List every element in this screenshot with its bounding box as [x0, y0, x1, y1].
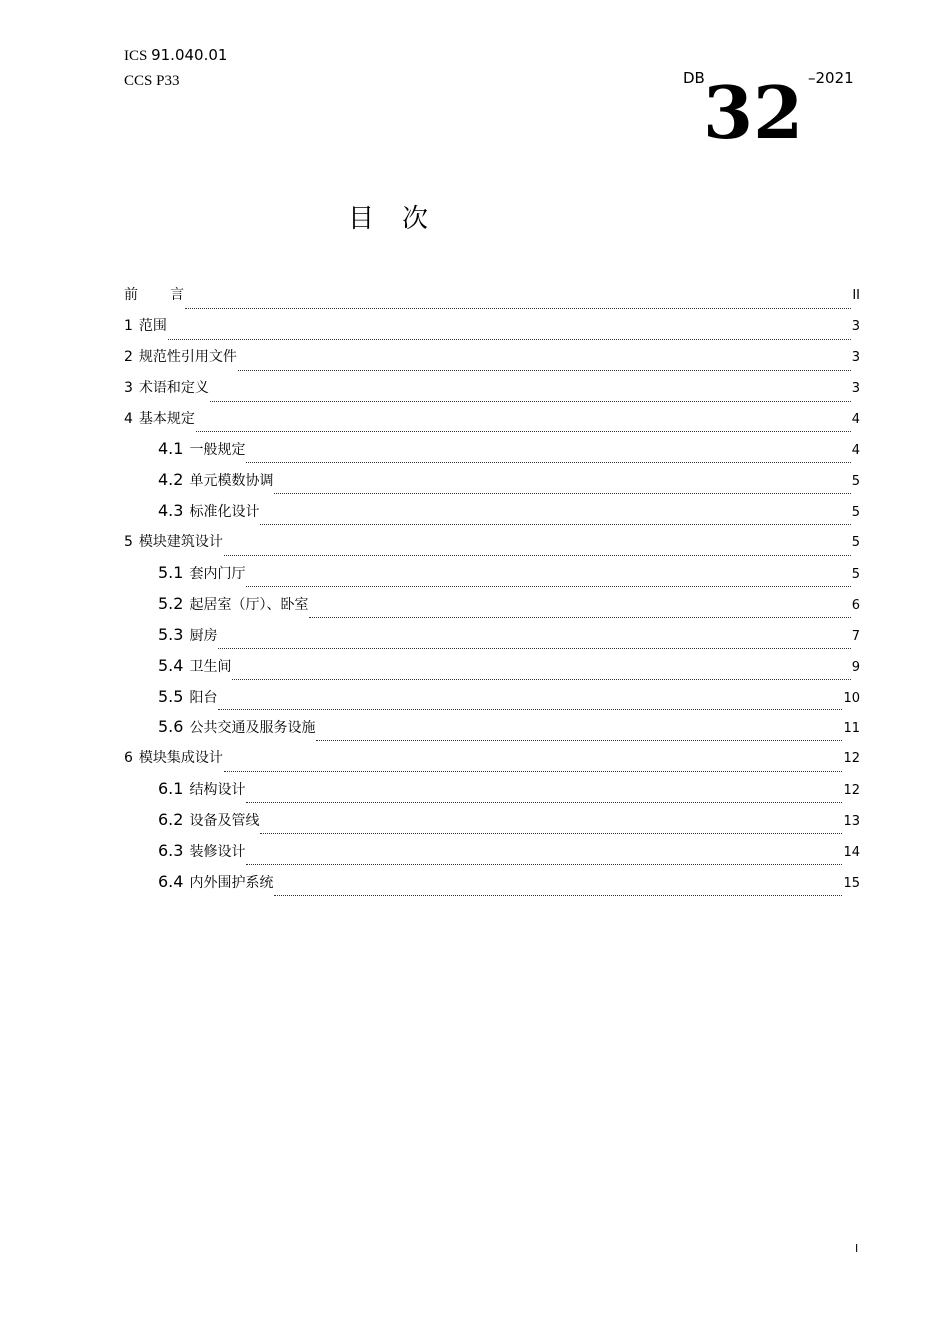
toc-leader-dots	[274, 481, 850, 494]
toc-leader-dots	[246, 450, 850, 463]
toc-page-number: 6	[851, 597, 860, 613]
toc-entry[interactable]	[124, 409, 860, 440]
toc-page-number: 5	[851, 505, 860, 521]
toc-entry[interactable]	[124, 779, 860, 810]
toc-section-title: 规范性引用文件	[138, 348, 237, 365]
toc-title-char-2: 次	[402, 204, 429, 234]
toc-page-number: 11	[843, 721, 860, 737]
toc-page-number: 3	[851, 318, 860, 334]
toc-section-title: 结构设计	[189, 782, 246, 799]
toc-section-number: 4.1	[158, 439, 184, 459]
ics-value: 91.040.01	[151, 46, 228, 64]
toc-section-title: 模块建筑设计	[138, 534, 223, 551]
toc-section-title: 模块集成设计	[138, 750, 223, 767]
toc-section-title: 标准化设计	[189, 504, 260, 521]
toc-leader-dots	[246, 852, 842, 865]
toc-section-title: 套内门厅	[189, 566, 246, 583]
toc-section-title: 基本规定	[138, 410, 195, 427]
toc-section-title: 卫生间	[189, 658, 232, 675]
toc-section-title: 单元模数协调	[189, 473, 274, 490]
toc-section-title: 设备及管线	[189, 813, 260, 830]
page-number: I	[855, 1242, 859, 1255]
toc-leader-dots	[218, 636, 850, 649]
table-of-contents	[124, 285, 860, 903]
toc-section-number: 4	[124, 410, 133, 427]
toc-section-number: 5.1	[158, 563, 184, 583]
toc-title	[348, 198, 428, 235]
toc-leader-dots	[168, 327, 851, 340]
toc-page-number: 12	[843, 751, 860, 767]
toc-leader-dots	[309, 605, 850, 618]
toc-leader-dots	[246, 790, 842, 803]
toc-section-number: 6	[124, 750, 133, 767]
toc-entry[interactable]	[124, 810, 860, 841]
toc-leader-dots	[185, 296, 851, 309]
toc-section-number: 5.6	[158, 717, 184, 737]
toc-entry[interactable]	[124, 656, 860, 687]
toc-section-title: 公共交通及服务设施	[189, 720, 316, 737]
toc-entry[interactable]	[124, 501, 860, 532]
toc-page-number: 4	[851, 443, 860, 459]
toc-section-number: 3	[124, 379, 133, 396]
toc-page-number: 3	[851, 349, 860, 365]
toc-section-number: 6.4	[158, 871, 184, 891]
toc-preface-label	[124, 285, 184, 305]
toc-section-number: 6.1	[158, 779, 184, 799]
toc-entry-preface[interactable]	[124, 285, 860, 316]
toc-leader-dots	[232, 667, 850, 680]
toc-entry[interactable]	[124, 378, 860, 409]
toc-page-number: II	[852, 288, 860, 303]
toc-page-number: 5	[851, 567, 860, 583]
toc-entry[interactable]	[124, 872, 860, 903]
toc-section-title: 起居室（厅）、卧室	[189, 596, 309, 613]
toc-section-number: 4.2	[158, 470, 184, 490]
ics-code	[124, 46, 227, 65]
toc-section-number: 5.2	[158, 593, 184, 613]
toc-leader-dots	[260, 821, 842, 834]
toc-entry[interactable]	[124, 717, 860, 748]
toc-entry[interactable]	[124, 594, 860, 625]
toc-page-number: 3	[851, 380, 860, 396]
toc-entry[interactable]	[124, 563, 860, 594]
toc-section-number: 5.3	[158, 624, 184, 644]
toc-entry[interactable]	[124, 687, 860, 718]
toc-section-title: 阳台	[189, 689, 218, 706]
db-code: 32	[703, 70, 804, 155]
toc-page-number: 14	[843, 845, 860, 861]
toc-section-number: 5	[124, 534, 133, 551]
toc-page-number: 9	[851, 659, 860, 675]
toc-entry[interactable]	[124, 316, 860, 347]
toc-page-number: 15	[843, 875, 860, 891]
toc-leader-dots	[316, 728, 842, 741]
toc-leader-dots	[246, 574, 850, 587]
toc-leader-dots	[196, 419, 851, 432]
toc-entry[interactable]	[124, 439, 860, 470]
toc-leader-dots	[210, 389, 851, 402]
ics-label: ICS	[124, 48, 148, 64]
toc-section-number: 4.3	[158, 501, 184, 521]
toc-section-title: 一般规定	[189, 442, 246, 459]
toc-page-number: 12	[843, 783, 860, 799]
toc-section-number: 6.3	[158, 841, 184, 861]
toc-entry[interactable]	[124, 625, 860, 656]
toc-preface-char-1: 前	[124, 287, 138, 303]
toc-section-title: 范围	[138, 317, 167, 334]
db-year: –2021	[808, 69, 854, 87]
toc-title-char-1: 目	[348, 204, 375, 234]
ccs-code: CCS P33	[124, 73, 180, 89]
toc-section-number: 5.4	[158, 655, 184, 675]
toc-page-number: 10	[843, 690, 860, 706]
toc-page-number: 13	[843, 814, 860, 830]
toc-leader-dots	[260, 512, 850, 525]
toc-leader-dots	[274, 883, 842, 896]
toc-section-number: 6.2	[158, 810, 184, 830]
toc-leader-dots	[218, 697, 842, 710]
toc-section-title: 装修设计	[189, 844, 246, 861]
toc-preface-char-2: 言	[170, 287, 184, 303]
toc-leader-dots	[224, 543, 851, 556]
toc-entry[interactable]	[124, 748, 860, 779]
toc-page-number: 5	[851, 535, 860, 551]
toc-page-number: 5	[851, 474, 860, 490]
toc-section-number: 1	[124, 317, 133, 334]
toc-entry[interactable]	[124, 841, 860, 872]
toc-page-number: 4	[851, 411, 860, 427]
toc-section-title: 厨房	[189, 627, 218, 644]
toc-page-number: 7	[851, 628, 860, 644]
toc-entry[interactable]	[124, 532, 860, 563]
toc-section-number: 2	[124, 348, 133, 365]
toc-entry[interactable]	[124, 470, 860, 501]
toc-section-title: 内外围护系统	[189, 874, 274, 891]
toc-section-title: 术语和定义	[138, 379, 209, 396]
db-prefix: DB	[683, 69, 705, 87]
toc-section-number: 5.5	[158, 686, 184, 706]
toc-leader-dots	[238, 358, 851, 371]
toc-leader-dots	[224, 759, 843, 772]
toc-entry[interactable]	[124, 347, 860, 378]
